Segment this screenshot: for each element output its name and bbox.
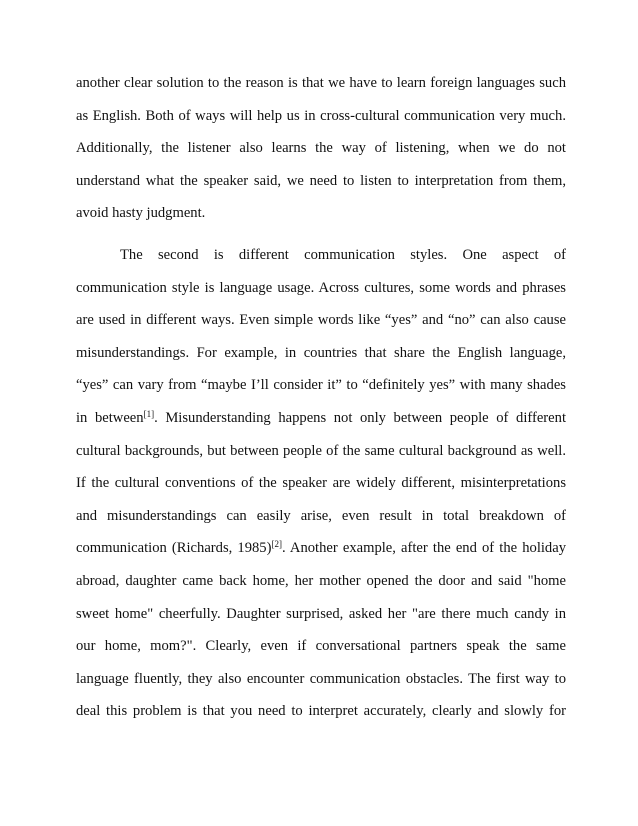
text-line: The second is different communication styles. One aspect of [120, 246, 566, 263]
text-line: language fluently, they also encounter communication obstacles. The first way to [76, 670, 566, 687]
text-line: avoid hasty judgment. [76, 205, 206, 222]
text-line: deal this problem is that you need to interpret accurately, clearly and slowly for [76, 703, 566, 720]
text-segment: communication (Richards, 1985) [76, 540, 272, 557]
text-line: and misunderstandings can easily arise, even result in total breakdown of [76, 507, 566, 524]
text-segment: in between [76, 409, 144, 426]
text-line: as English. Both of ways will help us in cross-cultural communication very much. [76, 107, 566, 124]
footnote-ref: [2] [271, 539, 282, 550]
text-line [76, 402, 566, 435]
text-line: are used in different ways. Even simple words like “yes” and “no” can also cause [76, 312, 566, 329]
text-line: abroad, daughter came back home, her mother opened the door and said "home [76, 572, 566, 589]
document-body [76, 67, 566, 728]
text-line: misunderstandings. For example, in countries that share the English language, [76, 344, 566, 361]
text-line: another clear solution to the reason is that we have to learn foreign languages such [76, 75, 566, 91]
text-line: understand what the speaker said, we need to listen to interpretation from them, [76, 172, 566, 189]
text-line: communication style is language usage. Across cultures, some words and phrases [76, 279, 566, 296]
text-line: sweet home" cheerfully. Daughter surprised, asked her "are there much candy in [76, 605, 566, 622]
text-line: cultural backgrounds, but between people of the same cultural background as well. [76, 442, 566, 459]
text-segment: . Another example, after the end of the holiday [281, 540, 566, 557]
text-segment: . Misunderstanding happens not only between people of different [154, 409, 566, 426]
footnote-ref: [1] [143, 408, 155, 419]
text-line: “yes” can vary from “maybe I’ll consider it” to “definitely yes” with many shades [76, 377, 566, 394]
text-line [76, 532, 566, 565]
text-line: our home, mom?". Clearly, even if conversational partners speak the same [76, 638, 566, 655]
text-line: If the cultural conventions of the speaker are widely different, misinterpretations [76, 475, 566, 492]
text-line: Additionally, the listener also learns the way of listening, when we do not [76, 140, 566, 157]
